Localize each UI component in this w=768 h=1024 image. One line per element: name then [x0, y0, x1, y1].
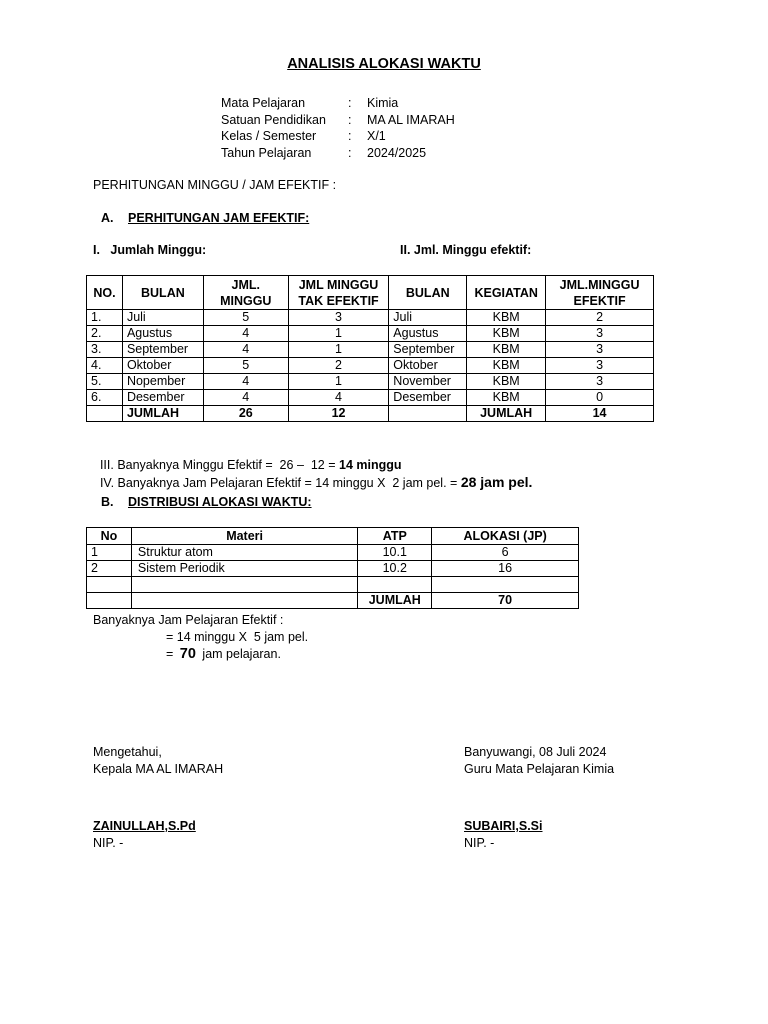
table-cell [358, 577, 432, 593]
table-cell: 3 [546, 342, 654, 358]
table-header: JML.MINGGU EFEKTIF [546, 276, 654, 310]
table-cell: 2 [288, 358, 389, 374]
info-row-school [221, 112, 521, 129]
signature-left [93, 745, 343, 852]
line-result: 28 jam pel. [460, 474, 533, 490]
table-cell: 1 [288, 326, 389, 342]
table-cell: September [122, 342, 203, 358]
summary-line-2: = 14 minggu X 5 jam pel. [166, 630, 309, 644]
table-cell: 1. [87, 310, 123, 326]
table-cell: KBM [467, 358, 546, 374]
table-cell: KBM [467, 342, 546, 358]
table-cell: 4 [203, 390, 288, 406]
info-separator: : [348, 129, 352, 143]
section-intro: PERHITUNGAN MINGGU / JAM EFEKTIF : [93, 178, 337, 192]
table-cell: Struktur atom [131, 545, 357, 561]
table-cell: 4. [87, 358, 123, 374]
table-total-label: JUMLAH [122, 406, 203, 422]
signature-nip: NIP. - [93, 835, 124, 850]
table-cell: KBM [467, 310, 546, 326]
table-header: Materi [131, 528, 357, 545]
table-cell: Nopember [122, 374, 203, 390]
info-separator: : [348, 145, 352, 160]
table-header: JML MINGGU TAK EFEKTIF [288, 276, 389, 310]
table-cell: 4 [288, 390, 389, 406]
subhead-minggu-efektif: II. Jml. Minggu efektif: [400, 243, 532, 257]
table-cell: 6 [432, 545, 579, 561]
table-cell: 4 [203, 326, 288, 342]
table-cell: 1 [288, 374, 389, 390]
table-row [87, 374, 654, 390]
table-cell [87, 593, 132, 609]
table-cell: 2 [87, 561, 132, 577]
info-block [221, 95, 521, 161]
table-cell [389, 406, 467, 422]
table-cell [87, 577, 132, 593]
line-jam-efektif [93, 460, 532, 490]
table-cell: 1 [288, 342, 389, 358]
info-value: MA AL IMARAH [367, 112, 455, 127]
summary-suffix: jam pelajaran. [202, 647, 281, 661]
info-key: Mata Pelajaran [221, 96, 306, 110]
page-title: ANALISIS ALOKASI WAKTU [287, 56, 481, 72]
table-total-label: JUMLAH [467, 406, 546, 422]
table-row [87, 390, 654, 406]
table-total-value: 70 [432, 593, 579, 609]
table-header-row [87, 276, 654, 310]
table-cell: 3 [546, 374, 654, 390]
info-row-year [221, 145, 521, 162]
distribution-table [86, 527, 579, 609]
summary-line-1: Banyaknya Jam Pelajaran Efektif : [93, 613, 284, 627]
table-cell: 3. [87, 342, 123, 358]
line-text: IV. Banyaknya Jam Pelajaran Efektif = 14 minggu X 2 jam pel. = [99, 476, 461, 490]
table-cell [87, 406, 123, 422]
info-value: Kimia [367, 96, 399, 110]
table-cell: Desember [389, 390, 467, 406]
table-cell: Oktober [389, 358, 467, 374]
table-cell: 16 [432, 561, 579, 577]
signature-name: ZAINULLAH,S.Pd [93, 819, 196, 833]
table-row [87, 577, 579, 593]
signature-right [464, 745, 724, 852]
table-cell: September [389, 342, 467, 358]
table-cell [131, 577, 357, 593]
table-cell: 3 [546, 326, 654, 342]
table-row [87, 545, 579, 561]
table-cell: 4 [203, 374, 288, 390]
info-key: Kelas / Semester [221, 129, 317, 143]
table-header: ALOKASI (JP) [432, 528, 579, 545]
table-header: ATP [358, 528, 432, 545]
summary-line-3 [166, 646, 281, 662]
table-cell: 6. [87, 390, 123, 406]
table-total-row [87, 593, 579, 609]
table-header: JML. MINGGU [203, 276, 288, 310]
table-cell [131, 593, 357, 609]
table-cell: 2. [87, 326, 123, 342]
table-cell: 10.2 [358, 561, 432, 577]
info-value: 2024/2025 [367, 145, 427, 160]
table-cell: Juli [389, 310, 467, 326]
table-cell: 2 [546, 310, 654, 326]
table-cell: 5 [203, 358, 288, 374]
subhead-jumlah-minggu: I. Jumlah Minggu: [93, 243, 207, 257]
table-cell: November [389, 374, 467, 390]
table-header: NO. [87, 276, 123, 310]
section-a-title: PERHITUNGAN JAM EFEKTIF: [128, 211, 310, 225]
table-row [87, 561, 579, 577]
table-cell: 10.1 [358, 545, 432, 561]
table-cell: Desember [122, 390, 203, 406]
info-value: X/1 [367, 129, 386, 143]
table-total-label: JUMLAH [358, 593, 432, 609]
table-cell: 1 [87, 545, 132, 561]
info-row-subject [221, 95, 521, 112]
table-total-value: 12 [288, 406, 389, 422]
table-cell: Sistem Periodik [131, 561, 357, 577]
info-key: Tahun Pelajaran [221, 145, 312, 160]
signature-nip: NIP. - [464, 835, 495, 850]
info-key: Satuan Pendidikan [221, 112, 326, 127]
section-b-letter: B. [101, 495, 114, 509]
info-row-class [221, 128, 521, 145]
signature-line: Guru Mata Pelajaran Kimia [464, 761, 615, 776]
table-cell: 3 [288, 310, 389, 326]
line-result: 14 minggu [339, 458, 402, 472]
table-row [87, 342, 654, 358]
table-row [87, 326, 654, 342]
signature-line: Kepala MA AL IMARAH [93, 761, 224, 776]
section-a-letter: A. [101, 211, 114, 225]
signature-line: Mengetahui, [93, 745, 162, 759]
table-cell: 3 [546, 358, 654, 374]
table-header: No [87, 528, 132, 545]
table-row [87, 310, 654, 326]
table-cell: 5. [87, 374, 123, 390]
table-cell: 0 [546, 390, 654, 406]
table-total-value: 14 [546, 406, 654, 422]
section-b-title: DISTRIBUSI ALOKASI WAKTU: [128, 495, 312, 509]
info-separator: : [348, 96, 352, 110]
table-header: BULAN [122, 276, 203, 310]
info-separator: : [348, 112, 352, 127]
table-cell: KBM [467, 326, 546, 342]
table-cell [432, 577, 579, 593]
table-cell: KBM [467, 390, 546, 406]
summary-equals: = [166, 647, 174, 661]
table-cell: Juli [122, 310, 203, 326]
table-cell: KBM [467, 374, 546, 390]
signature-name: SUBAIRI,S.Si [464, 819, 543, 833]
table-header: BULAN [389, 276, 467, 310]
table-cell: 4 [203, 342, 288, 358]
table-header-row [87, 528, 579, 545]
table-header: KEGIATAN [467, 276, 546, 310]
summary-value: 70 [179, 646, 196, 662]
table-row [87, 358, 654, 374]
line-text: III. Banyaknya Minggu Efektif = 26 – 12 = [99, 458, 339, 472]
signature-line: Banyuwangi, 08 Juli 2024 [464, 745, 607, 759]
table-cell: 5 [203, 310, 288, 326]
table-total-value: 26 [203, 406, 288, 422]
table-cell: Agustus [122, 326, 203, 342]
table-cell: Oktober [122, 358, 203, 374]
table-cell: Agustus [389, 326, 467, 342]
table-total-row [87, 406, 654, 422]
week-table [86, 275, 654, 422]
